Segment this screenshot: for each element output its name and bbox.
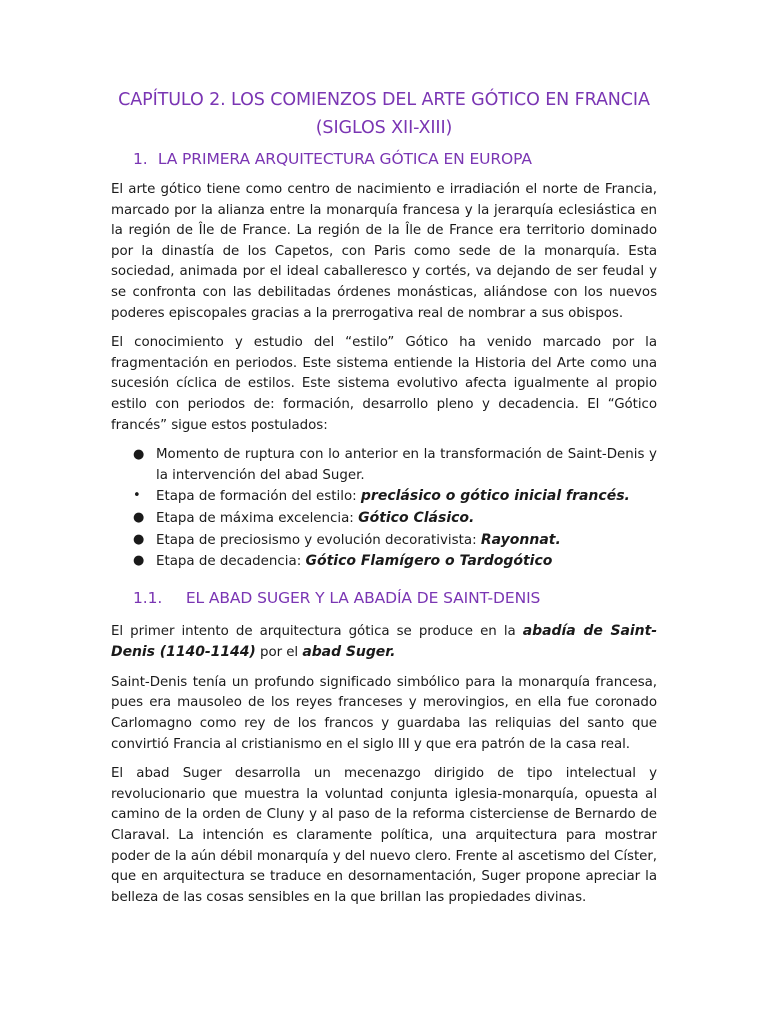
list-item-text: Etapa de máxima excelencia:	[156, 510, 359, 526]
bullet-icon: ●	[133, 553, 145, 569]
paragraph-emphasis: abadía de Saint-Denis (1140-1144)	[111, 622, 658, 661]
chapter-title	[111, 86, 657, 142]
list-item	[111, 486, 657, 508]
subsection-number: 1.1.	[133, 588, 163, 607]
chapter-title-line1: CAPÍTULO 2. LOS COMIENZOS DEL ARTE GÓTICO EN FRANCIA	[118, 90, 650, 110]
section1-1-paragraph2: Saint-Denis tenía un profundo significado simbólico para la monarquía francesa, pues era mausoleo de los reyes franceses y merovingios, en ella fue coronado Carlomagno como rey de los francos y guardaba las reliquias del santo que convirtió Francia al cristianismo en el siglo III y que era patrón de la casa real.	[111, 674, 657, 752]
list-item	[111, 551, 657, 573]
paragraph-emphasis: abad Suger.	[302, 644, 396, 661]
section-title-text: LA PRIMERA ARQUITECTURA GÓTICA EN EUROPA	[157, 150, 532, 168]
document-page	[111, 86, 657, 917]
section1-paragraph1: El arte gótico tiene como centro de nacimiento e irradiación el norte de Francia, marcado por la alianza entre la monarquía francesa y la jerarquía eclesiástica en la región de Île de France. La región de la Île de France era territorio dominado por la dinastía de los Capetos, con Paris como sede de la monarquía. Esta sociedad, animada por el ideal caballeresco y cortés, va dejando de ser feudal y se confronta con las debilitadas órdenes monásticas, aliándose con los nuevos poderes episcopales gracias a la prerrogativa real de nombrar a sus obispos.	[111, 182, 657, 321]
section1-1-paragraph1	[111, 621, 657, 664]
bullet-icon: ●	[133, 531, 145, 547]
list-item-emphasis: Gótico Clásico.	[358, 509, 475, 526]
list-item	[111, 530, 657, 552]
paragraph-text: El primer intento de arquitectura gótica se produce en la	[111, 623, 523, 639]
list-item-emphasis: preclásico o gótico inicial francés.	[360, 488, 630, 505]
section1-paragraph2: El conocimiento y estudio del “estilo” Gótico ha venido marcado por la fragmentación en periodos. Este sistema entiende la Historia del Arte como una sucesión cíclica de estilos. Este sistema evolutivo afecta igualmente al propio estilo con periodos de: formación, desarrollo pleno y decadencia. El “Gótico francés” sigue estos postulados:	[111, 335, 657, 433]
list-item	[111, 445, 657, 486]
list-item-emphasis: Gótico Flamígero o Tardogótico	[305, 553, 553, 570]
list-item-text: Etapa de decadencia:	[156, 554, 306, 570]
bullet-icon: •	[133, 488, 141, 504]
list-item	[111, 508, 657, 530]
section-heading-1	[133, 148, 657, 170]
subsection-title-text: EL ABAD SUGER Y LA ABADÍA DE SAINT-DENIS	[185, 588, 541, 607]
section-number: 1.	[133, 150, 148, 168]
list-item-text: Momento de ruptura con lo anterior en la transformación de Saint-Denis y la intervención del abad Suger.	[156, 447, 657, 483]
list-item-text: Etapa de preciosismo y evolución decorativista:	[156, 532, 481, 548]
list-item-emphasis: Rayonnat.	[480, 531, 561, 548]
section-heading-1-1	[133, 587, 657, 609]
stages-list	[111, 445, 657, 573]
bullet-icon: ●	[133, 447, 145, 463]
list-item-text: Etapa de formación del estilo:	[156, 489, 361, 505]
paragraph-text: por el	[255, 645, 303, 661]
chapter-title-line2: (SIGLOS XII-XIII)	[315, 118, 453, 138]
section1-1-paragraph3: El abad Suger desarrolla un mecenazgo dirigido de tipo intelectual y revolucionario que muestra la voluntad conjunta iglesia-monarquía, opuesta al camino de la orden de Cluny y al paso de la reforma cisterciense de Bernardo de Claraval. La intención es claramente política, una arquitectura para mostrar poder de la aún débil monarquía y del nuevo clero. Frente al ascetismo del Císter, que en arquitectura se traduce en desornamentación, Suger propone apreciar la belleza de las cosas sensibles en la que brillan las propiedades divinas.	[111, 766, 657, 905]
bullet-icon: ●	[133, 509, 145, 525]
